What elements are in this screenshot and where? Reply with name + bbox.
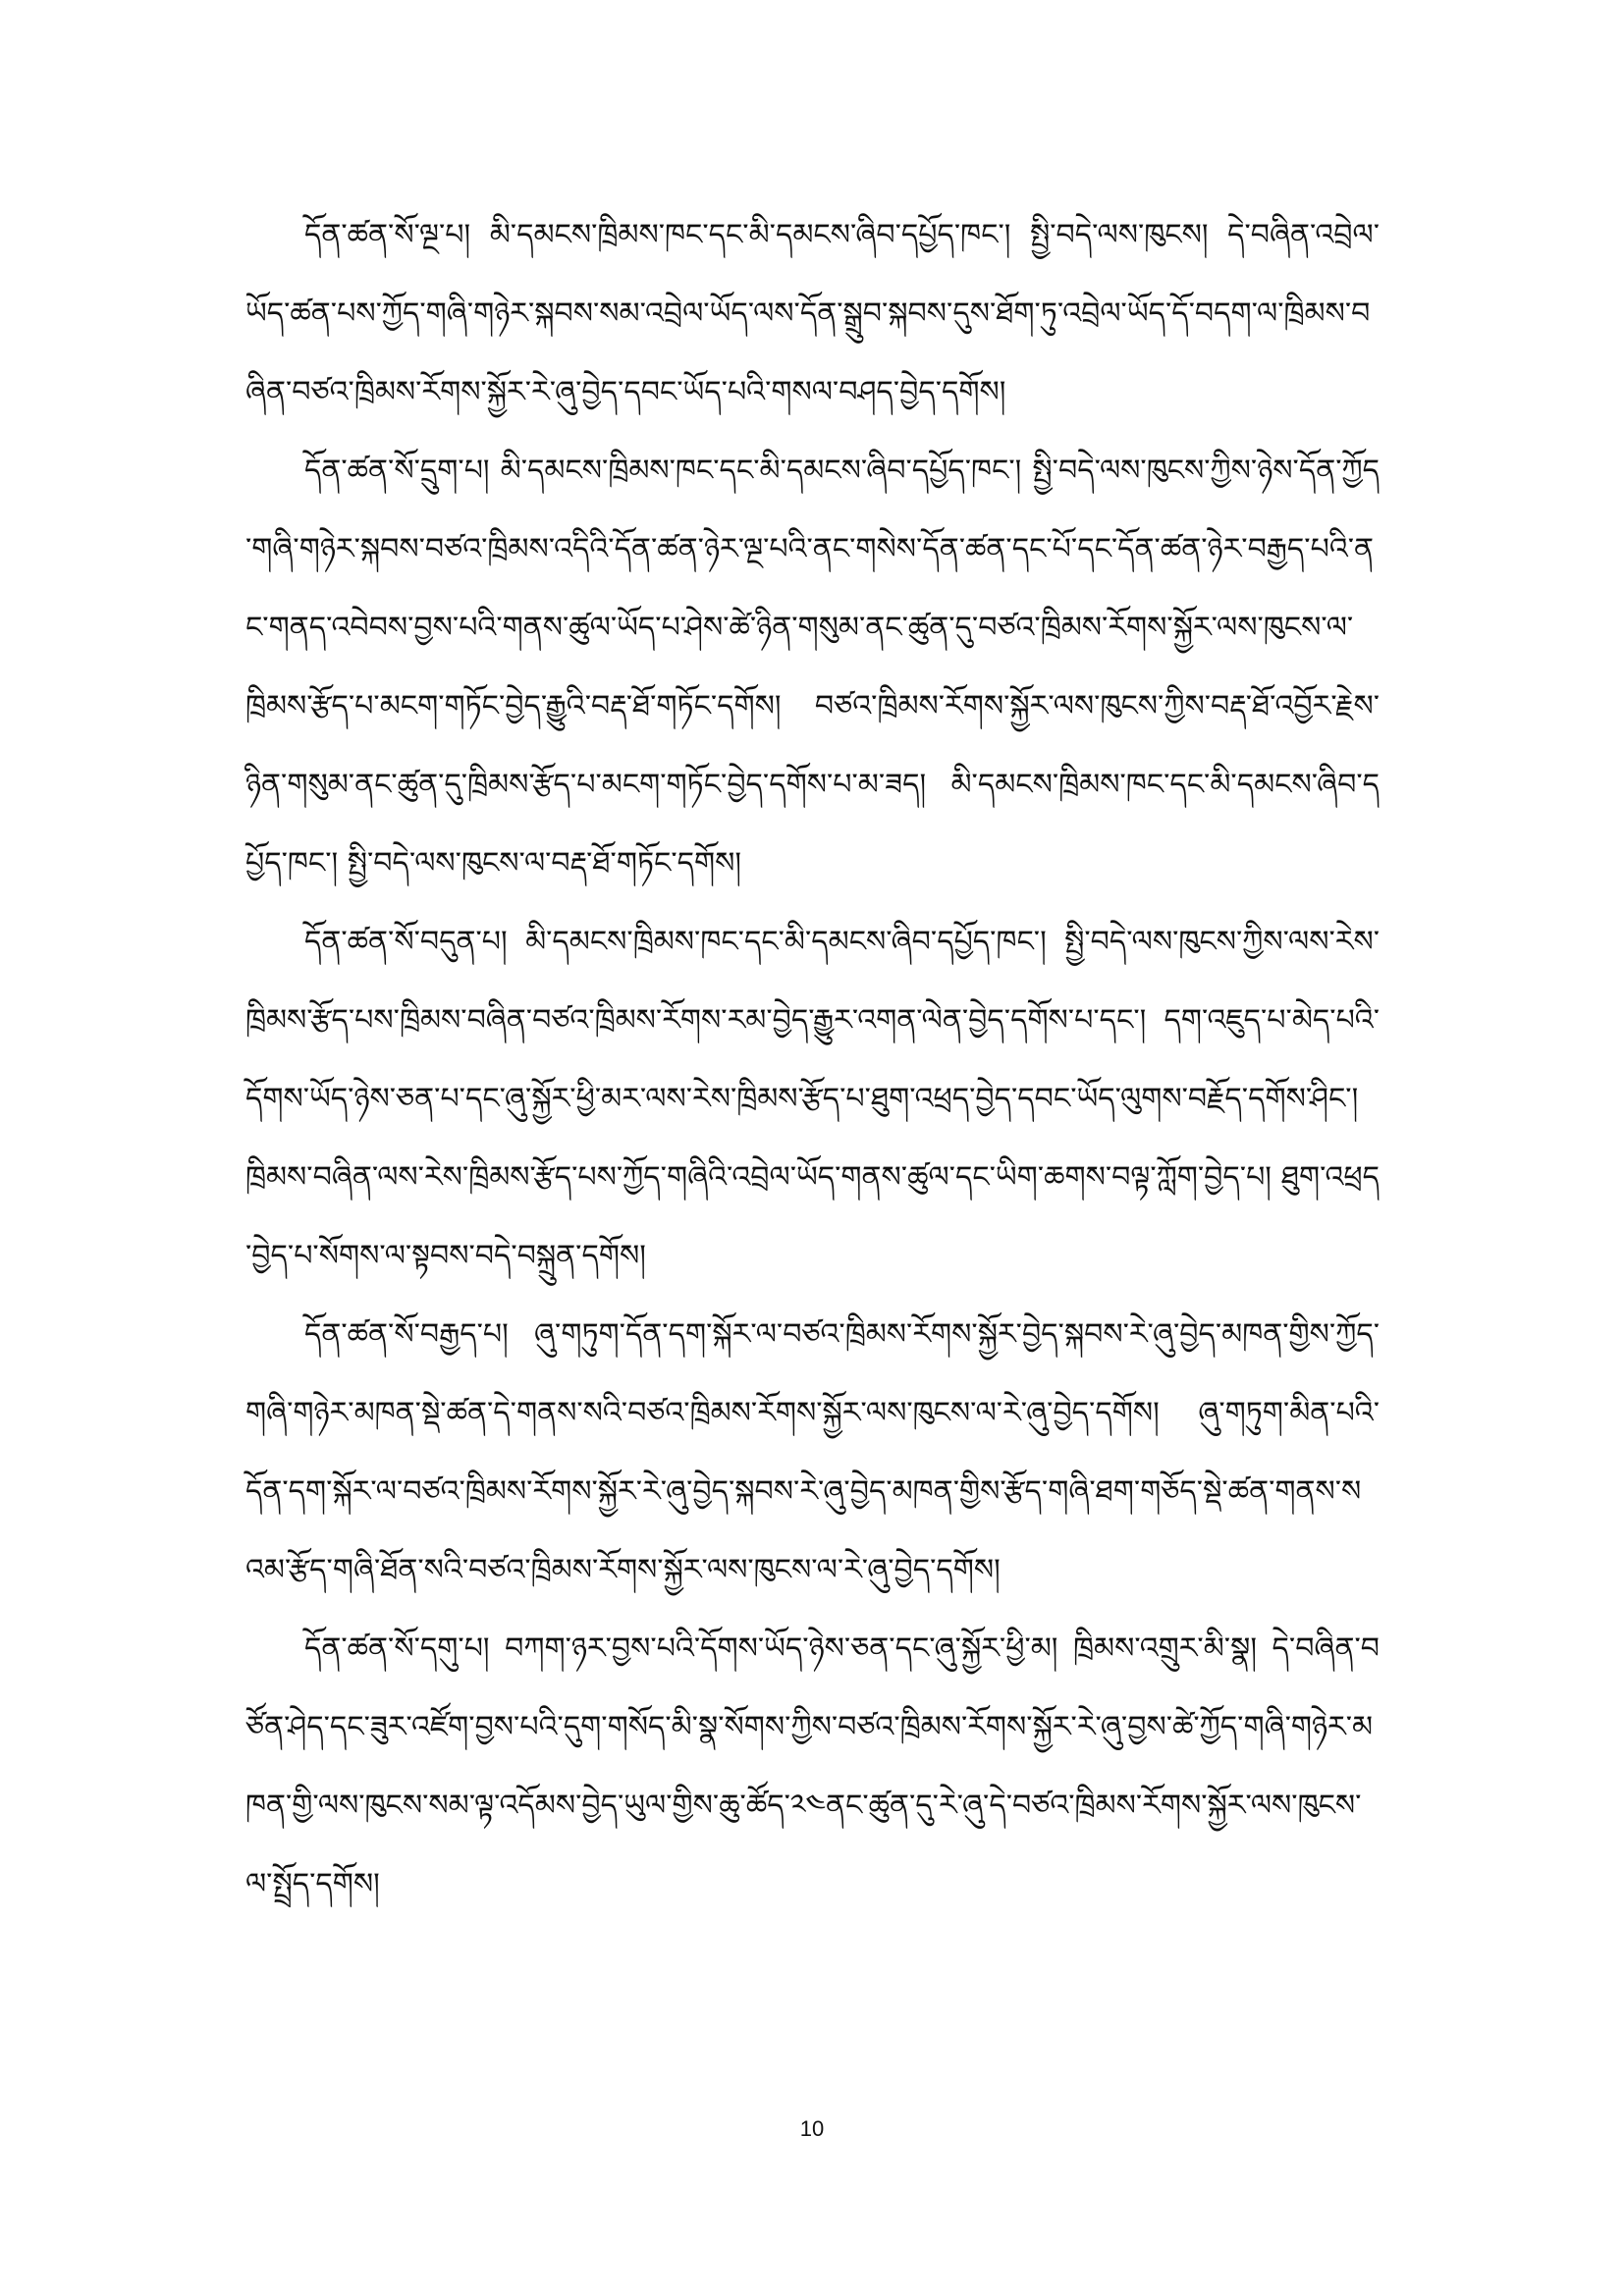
document-body: [245, 196, 1380, 1924]
page-number: 10: [799, 2116, 825, 2141]
paragraph-article-38: དོན་ཚན་སོ་བརྒྱད་པ། ཞུ་གཏུག་དོན་དག་སྐོར་ལ་བཙའ་ཁྲིམས་རོགས་སྐྱོར་བྱེད་སྐབས་རེ་ཞུ་བྱེད་མཁན་གྱིས་ཀྱོད་གཞི་གཉེར་མཁན་སྡེ་ཚན་དེ་གནས་སའི་བཙའ་ཁྲིམས་རོགས་སྐྱོར་ལས་ཁུངས་ལ་རེ་ཞུ་བྱེད་དགོས། ཞུ་གཏུག་མིན་པའི་དོན་དག་སྐོར་ལ་བཙའ་ཁྲིམས་རོགས་སྐྱོར་རེ་ཞུ་བྱེད་སྐབས་རེ་ཞུ་བྱེད་མཁན་གྱིས་རྩོད་གཞི་ཐག་གཅོད་སྡེ་ཚན་གནས་སའམ་རྩོད་གཞི་ཐོན་སའི་བཙའ་ཁྲིམས་རོགས་སྐྱོར་ལས་ཁུངས་ལ་རེ་ཞུ་བྱེད་དགོས།: [245, 1317, 1380, 1587]
paragraph-article-36: དོན་ཚན་སོ་དྲུག་པ། མི་དམངས་ཁྲིམས་ཁང་དང་མི་དམངས་ཞིབ་དཔྱོད་ཁང་། སྤྱི་བདེ་ལས་ཁུངས་ཀྱིས་ཉེས་དོན་ཀྱོད་གཞི་གཉེར་སྐབས་བཙའ་ཁྲིམས་འདིའི་དོན་ཚན་ཉེར་ལྔ་པའི་ནང་གསེས་དོན་ཚན་དང་པོ་དང་དོན་ཚན་ཉེར་བརྒྱད་པའི་ནང་གནད་འབེབས་བྱས་པའི་གནས་ཚུལ་ཡོད་པ་ཤེས་ཚེ་ཉིན་གསུམ་ནང་ཚུན་དུ་བཙའ་ཁྲིམས་རོགས་སྐྱོར་ལས་ཁུངས་ལ་ཁྲིམས་རྩོད་པ་མངག་གཏོང་བྱེད་རྒྱུའི་བརྡ་ཐོ་གཏོང་དགོས། བཙའ་ཁྲིམས་རོགས་སྐྱོར་ལས་ཁུངས་ཀྱིས་བརྡ་ཐོ་འབྱོར་རྗེས་ཉིན་གསུམ་ནང་ཚུན་དུ་ཁྲིམས་རྩོད་པ་མངག་གཏོང་བྱེད་དགོས་པ་མ་ཟད། མི་དམངས་ཁྲིམས་ཁང་དང་མི་དམངས་ཞིབ་དཔྱོད་ཁང་། སྤྱི་བདེ་ལས་ཁུངས་ལ་བརྡ་ཐོ་གཏོང་དགོས།: [245, 454, 1380, 881]
paragraph-article-37: དོན་ཚན་སོ་བདུན་པ། མི་དམངས་ཁྲིམས་ཁང་དང་མི་དམངས་ཞིབ་དཔྱོད་ཁང་། སྤྱི་བདེ་ལས་ཁུངས་ཀྱིས་ལས་རེས་ཁྲིམས་རྩོད་པས་ཁྲིམས་བཞིན་བཙའ་ཁྲིམས་རོགས་རམ་བྱེད་རྒྱུར་འགན་ལེན་བྱེད་དགོས་པ་དང་། དག་འཇུད་པ་མེད་པའི་དོགས་ཡོད་ཉེས་ཅན་པ་དང་ཞུ་སྐྱོར་ཕྱི་མར་ལས་རེས་ཁྲིམས་རྩོད་པ་ཐུག་འཕྲད་བྱེད་དབང་ཡོད་ལུགས་བརྗོད་དགོས་ཤིང་། ཁྲིམས་བཞིན་ལས་རེས་ཁྲིམས་རྩོད་པས་ཀྱོད་གཞིའི་འབྲེལ་ཡོད་གནས་ཚུལ་དང་ཡིག་ཆགས་བལྟ་ཀློག་བྱེད་པ། ཐུག་འཕྲད་བྱེད་པ་སོགས་ལ་སྟབས་བདེ་བསྐྲུན་དགོས།: [245, 925, 1380, 1273]
paragraph-article-39: དོན་ཚན་སོ་དགུ་པ། བཀག་ཉར་བྱས་པའི་དོགས་ཡོད་ཉེས་ཅན་དང་ཞུ་སྐྱོར་ཕྱི་མ། ཁྲིམས་འགྲུར་མི་སྣ། དེ་བཞིན་བཙོན་ཤེད་དང་ཟུར་འཛོག་བྱས་པའི་དུག་གསོད་མི་སྣ་སོགས་ཀྱིས་བཙའ་ཁྲིམས་རོགས་སྐྱོར་རེ་ཞུ་བྱས་ཚེ་ཀྱོད་གཞི་གཉེར་མཁན་གྱི་ལས་ཁུངས་སམ་ལྟ་འདོམས་བྱེད་ཡུལ་གྱིས་ཆུ་ཚོད་༢༤ནང་ཚུན་དུ་རེ་ཞུ་དེ་བཙའ་ཁྲིམས་རོགས་སྐྱོར་ལས་ཁུངས་ལ་སྤྲོད་དགོས།: [245, 1631, 1380, 1901]
paragraph-article-35: དོན་ཚན་སོ་ལྔ་པ། མི་དམངས་ཁྲིམས་ཁང་དང་མི་དམངས་ཞིབ་དཔྱོད་ཁང་། སྤྱི་བདེ་ལས་ཁུངས། དེ་བཞིན་འབྲེལ་ཡོད་ཚན་པས་ཀྱོད་གཞི་གཉེར་སྐབས་སམ་འབྲེལ་ཡོད་ལས་དོན་སྒྲུབ་སྐབས་དུས་ཐོག་ཏུ་འབྲེལ་ཡོད་དོ་བདག་ལ་ཁྲིམས་བཞིན་བཙའ་ཁྲིམས་རོགས་སྐྱོར་རེ་ཞུ་བྱེད་དབང་ཡོད་པའི་གསལ་བཤད་བྱེད་དགོས།: [245, 218, 1380, 409]
